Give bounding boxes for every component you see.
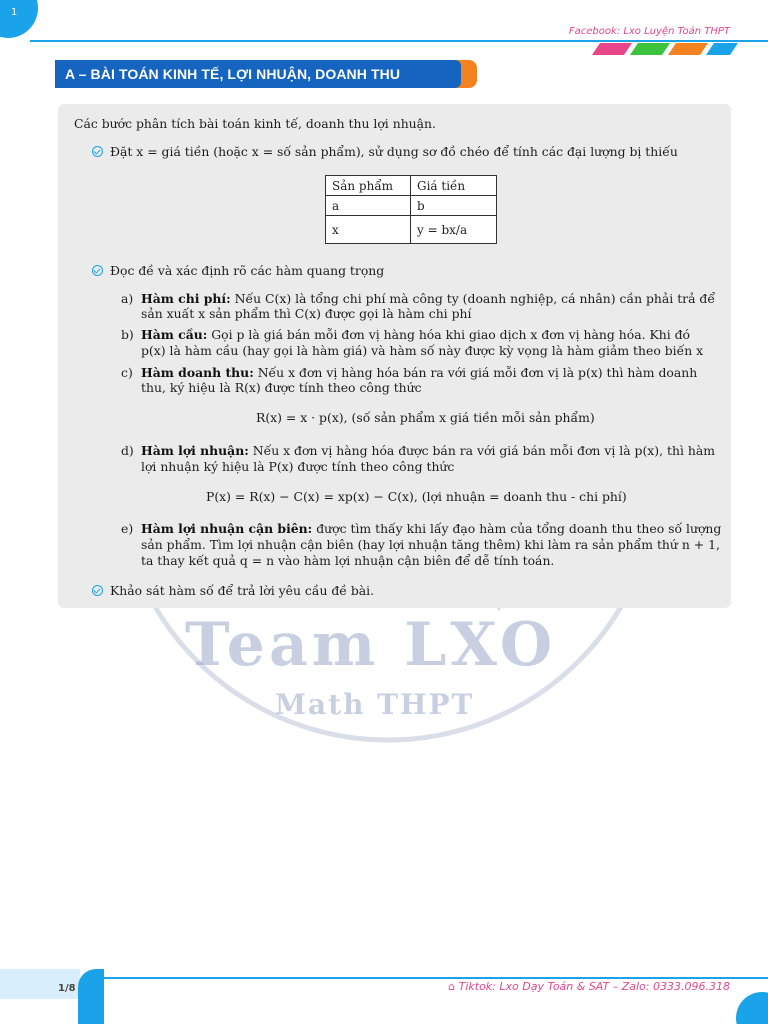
bullet-1-text: Đặt x = giá tiền (hoặc x = số sản phẩm), sử dụng sơ đồ chéo để tính các đại lượng bị thiếu <box>110 144 678 159</box>
item-d-line1: Hàm lợi nhuận: Nếu x đơn vị hàng hóa được bán ra với giá bán mỗi đơn vị là p(x), thì hàm <box>141 443 715 458</box>
watermark-team: Team LXO <box>185 610 557 680</box>
item-d-label: d) <box>121 443 134 458</box>
item-c-line1: Hàm doanh thu: Nếu x đơn vị hàng hóa bán ra với giá mỗi đơn vị là p(x) thì hàm doanh <box>141 365 698 380</box>
item-d-line2: lợi nhuận ký hiệu là P(x) được tính theo công thức <box>141 459 455 474</box>
home-icon: ⌂ <box>448 980 459 993</box>
check-circle-icon <box>92 585 103 596</box>
header-divider <box>30 40 768 42</box>
page-number: 1/8 <box>58 983 76 994</box>
item-d-term: Hàm lợi nhuận: <box>141 443 249 458</box>
corner-bottom-right <box>736 992 768 1024</box>
item-a-line2: sản xuất x sản phẩm thì C(x) được gọi là hàm chi phí <box>141 306 472 321</box>
bullet-3-text: Khảo sát hàm số để trả lời yêu cầu đề bài. <box>110 583 375 598</box>
item-c-formula: R(x) = x · p(x), (số sản phẩm x giá tiền mỗi sản phẩm) <box>256 410 595 425</box>
item-b-line2: p(x) là hàm cầu (hay gọi là hàm giá) và hàm số này được kỳ vọng là hàm giảm theo biến x <box>141 343 704 358</box>
item-a-term: Hàm chi phí: <box>141 291 231 306</box>
item-a-label: a) <box>121 291 134 306</box>
table-cell: y = bx/a <box>411 216 497 244</box>
bullet-2-text: Đọc đề và xác định rõ các hàm quang trọng <box>110 263 385 278</box>
item-c-label: c) <box>121 365 133 380</box>
item-e-label: e) <box>121 521 134 536</box>
item-e-line1: Hàm lợi nhuận cận biên: được tìm thấy khi lấy đạo hàm của tổng doanh thu theo số lượng <box>141 521 722 536</box>
item-b-term: Hàm cầu: <box>141 327 208 342</box>
item-c-line2: thu, ký hiệu là R(x) được tính theo công thức <box>141 380 422 395</box>
footer-divider <box>100 977 768 979</box>
table-cell: x <box>326 216 411 244</box>
item-a-line1: Hàm chi phí: Nếu C(x) là tổng chi phí mà công ty (doanh nghiệp, cá nhân) cần phải trả để <box>141 291 715 306</box>
item-e-line2: sản phẩm. Tìm lợi nhuận cận biên (hay lợi nhuận tăng thêm) khi làm ra sản phẩm thứ n + 1, <box>141 537 720 552</box>
item-e-term: Hàm lợi nhuận cận biên: <box>141 521 313 536</box>
page-badge: 1 <box>11 7 18 18</box>
item-b-label: b) <box>121 327 134 342</box>
footer-contact[interactable]: ⌂ Tiktok: Lxo Dạy Toán & SAT – Zalo: 0333.096.318 <box>448 980 730 993</box>
item-e-line3: ta thay kết quả q = n vào hàm lợi nhuận cận biên để dễ tính toán. <box>141 553 555 568</box>
table-cell: b <box>411 196 497 216</box>
corner-tab <box>0 0 38 38</box>
intro-text: Các bước phân tích bài toán kinh tế, doanh thu lợi nhuận. <box>74 116 436 131</box>
color-stripes-icon <box>592 43 738 55</box>
item-c-term: Hàm doanh thu: <box>141 365 254 380</box>
item-d-formula: P(x) = R(x) − C(x) = xp(x) − C(x), (lợi nhuận = doanh thu - chi phí) <box>206 489 627 504</box>
table-header-product: Sản phẩm <box>326 176 411 196</box>
item-b-line1: Hàm cầu: Gọi p là giá bán mỗi đơn vị hàng hóa khi giao dịch x đơn vị hàng hóa. Khi đó <box>141 327 690 342</box>
facebook-link[interactable]: Facebook: Lxo Luyện Toán THPT <box>568 26 730 37</box>
table-header-price: Giá tiền <box>411 176 497 196</box>
section-title: A – BÀI TOÁN KINH TẾ, LỢI NHUẬN, DOANH THU <box>65 66 401 82</box>
watermark-math: Math THPT <box>275 688 475 721</box>
table-cell: a <box>326 196 411 216</box>
check-circle-icon <box>92 265 103 276</box>
check-circle-icon <box>92 146 103 157</box>
ratio-table <box>325 175 497 244</box>
